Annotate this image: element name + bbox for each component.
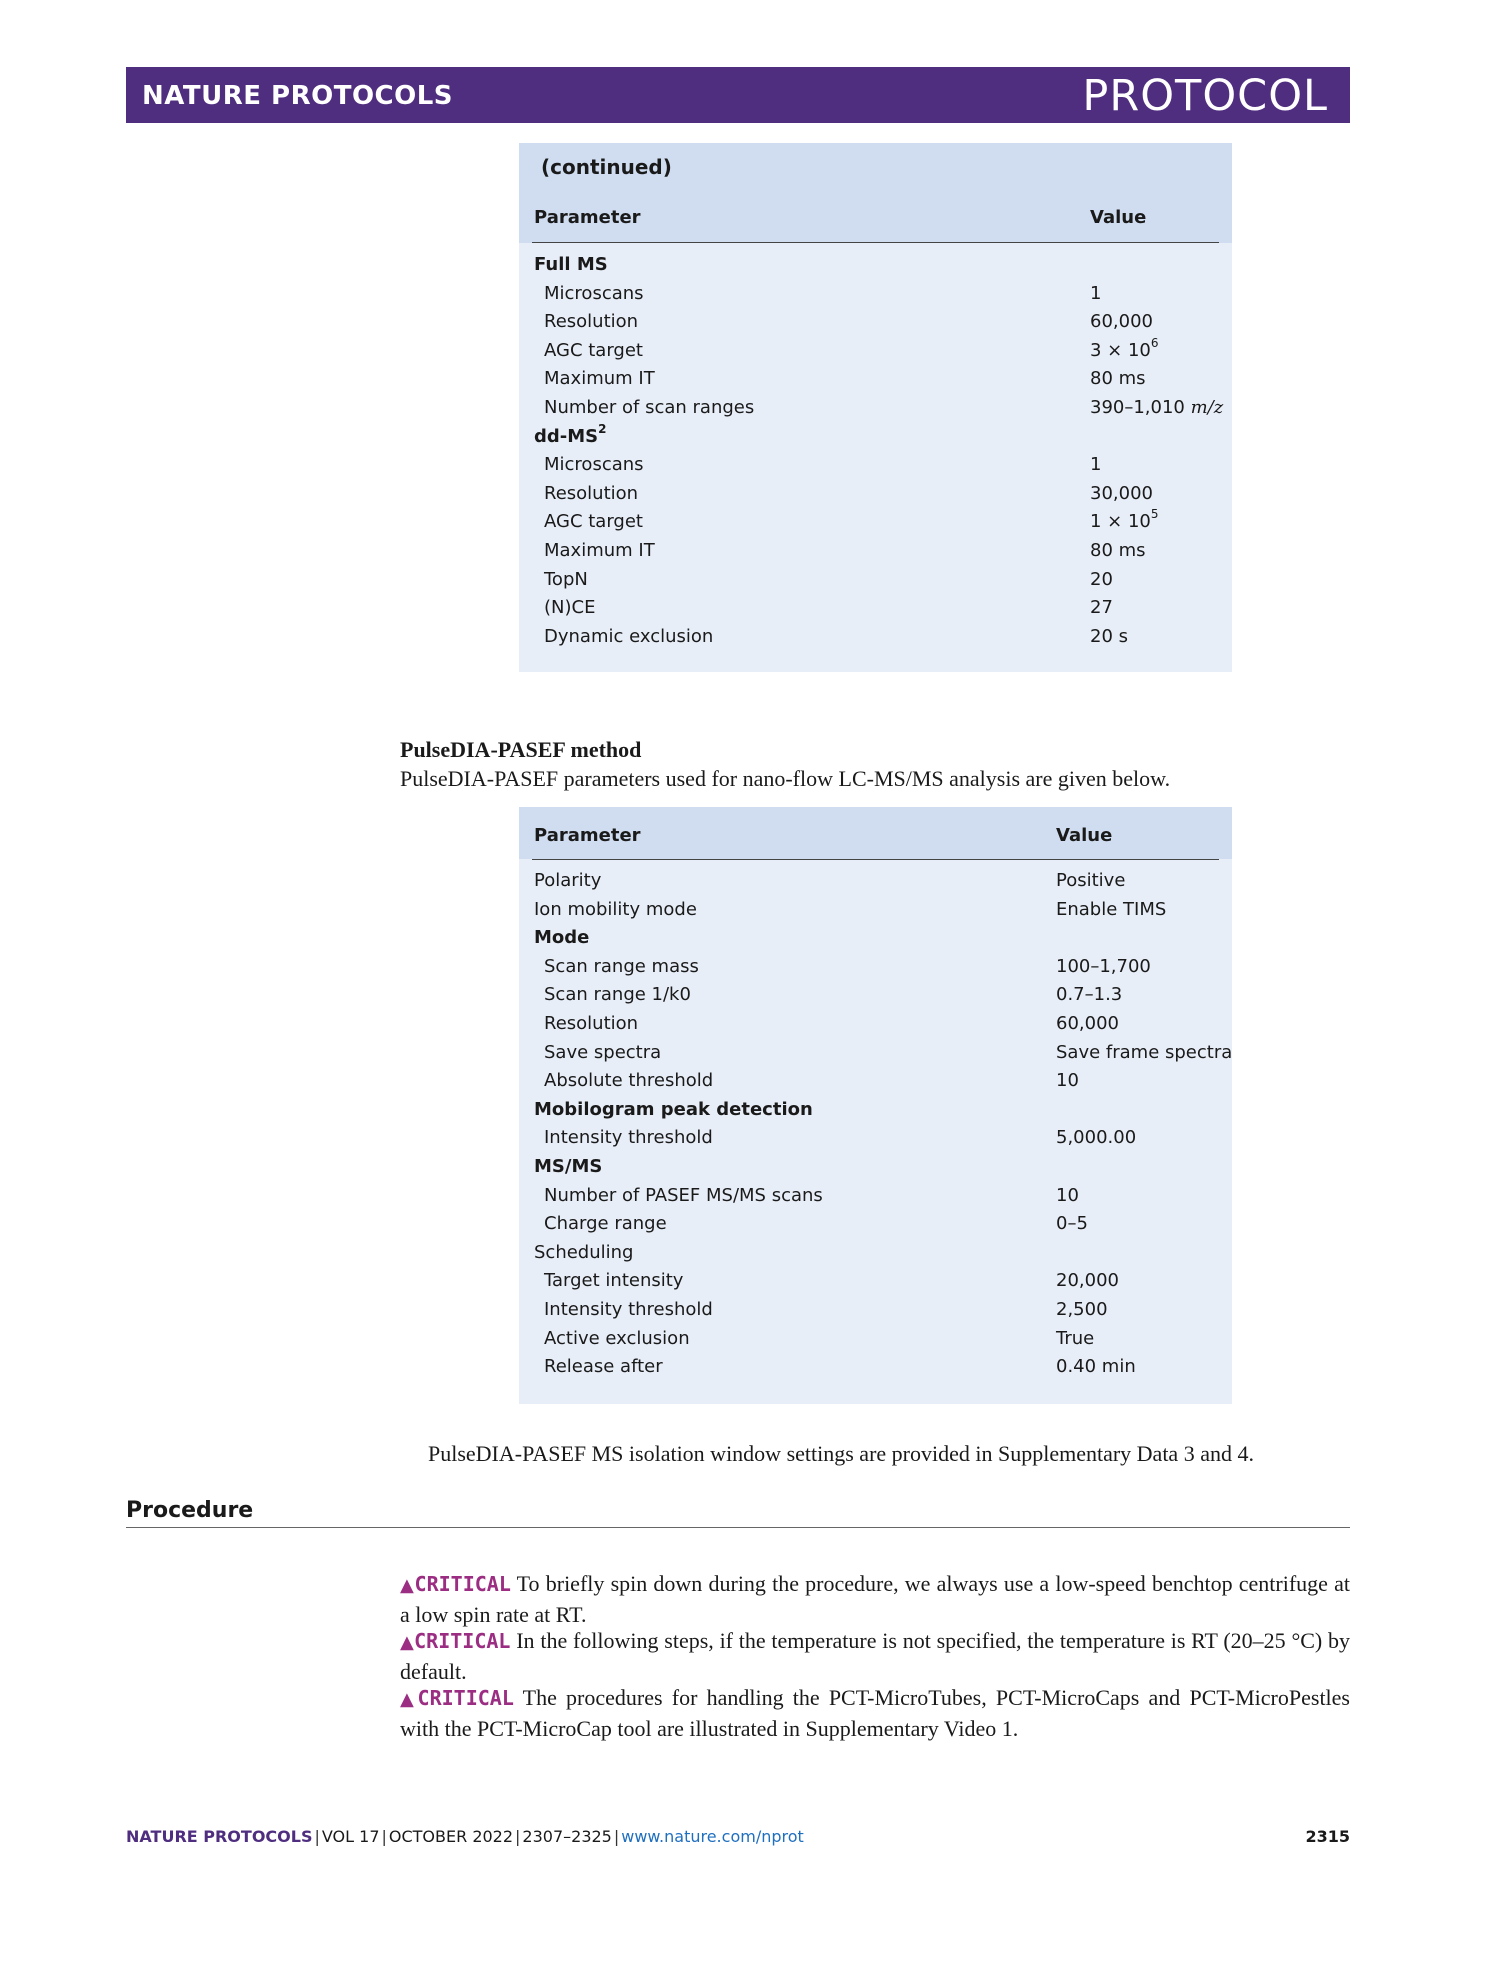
table-row [519,394,1232,423]
parameter-cell: TopN [544,568,588,590]
value-cell: Save frame spectra [1056,1041,1233,1063]
parameter-cell: Resolution [544,482,639,504]
ms-parameters-table-continued [519,143,1232,672]
value-cell: 80 ms [1090,368,1146,390]
pulsedia-pasef-table [519,807,1232,1404]
parameter-cell: Resolution [544,311,639,333]
parameter-cell: Maximum IT [544,539,655,561]
parameter-cell: AGC target [544,339,643,361]
parameter-cell: Mobilogram peak detection [534,1098,813,1120]
isolation-window-note: PulseDIA-PASEF MS isolation window settings are provided in Supplementary Data 3 and 4. [428,1441,1254,1466]
critical-tag: ▲CRITICAL [400,1629,511,1653]
continued-label: (continued) [541,155,672,179]
value-cell: 5,000.00 [1056,1127,1137,1149]
table-body [519,251,1232,651]
table-row [519,423,1232,452]
table-header [519,143,1232,243]
value-cell: 100–1,700 [1056,955,1151,977]
value-cell: 27 [1090,597,1113,619]
parameter-cell: Save spectra [544,1041,662,1063]
critical-note-text: To briefly spin down during the procedure, we always use a low-speed benchtop centrifuge at a low spin rate at RT. [400,1571,1351,1627]
critical-note-text: The procedures for handling the PCT-MicroTubes, PCT-MicroCaps and PCT-MicroPestles with the PCT-MicroCap tool are illustrated in Supplementary Video 1. [400,1685,1350,1741]
footer-citation: NATURE PROTOCOLS | VOL 17 | OCTOBER 2022 | 2307–2325 | www.nature.com/nprot [126,1827,804,1846]
table-row [519,480,1232,509]
critical-note [400,1627,1350,1686]
critical-note [400,1684,1350,1743]
col-header-value: Value [1056,825,1113,846]
value-cell: 20,000 [1056,1270,1119,1292]
parameter-cell: Charge range [544,1213,667,1235]
table-row [519,981,1232,1010]
value-cell: $1 \times 10^5$ [1090,507,1159,533]
procedure-rule [126,1527,1350,1528]
parameter-cell: Release after [544,1356,663,1378]
table-row [519,1353,1232,1382]
col-header-value: Value [1090,207,1147,228]
table-row [519,1210,1232,1239]
value-cell: 2,500 [1056,1298,1108,1320]
value-cell: 1 [1090,282,1102,304]
table-row [519,1039,1232,1068]
parameter-cell: Full MS [534,254,608,275]
value-cell: 1 [1090,454,1102,476]
table-body [519,867,1232,1382]
value-cell: $3 \times 10^6$ [1090,335,1159,361]
parameter-cell: Polarity [534,870,602,891]
parameter-cell: Ion mobility mode [534,898,697,920]
table-row [519,1239,1232,1268]
parameter-cell: Scheduling [534,1241,634,1263]
table-row [519,365,1232,394]
parameter-cell: Scan range mass [544,955,699,977]
table-row [519,594,1232,623]
parameter-cell: Microscans [544,454,644,476]
value-cell: Enable TIMS [1056,898,1167,920]
footer-pages: 2307–2325 [522,1827,612,1846]
parameter-cell: Dynamic exclusion [544,625,714,647]
value-cell: 10 [1056,1070,1079,1092]
table-row [519,623,1232,652]
table-row [519,280,1232,309]
parameter-cell: Number of PASEF MS/MS scans [544,1184,823,1206]
table-row [519,1267,1232,1296]
parameter-cell: $dd-MS^2$ [534,421,607,447]
page-number: 2315 [1305,1827,1350,1846]
parameter-cell: Target intensity [544,1270,684,1292]
parameter-cell: Scan range 1/k0 [544,984,691,1006]
header-rule [532,242,1219,243]
value-cell: 60,000 [1090,311,1153,333]
footer-volume: VOL 17 [321,1827,380,1846]
critical-note [400,1570,1350,1629]
value-cell: 60,000 [1056,1012,1119,1034]
parameter-cell: Mode [534,927,590,949]
table-row [519,251,1232,280]
procedure-heading: Procedure [126,1498,254,1523]
footer-url-link[interactable]: www.nature.com/nprot [621,1827,804,1846]
warning-triangle-icon: ▲ [400,1632,415,1653]
table-row [519,537,1232,566]
value-cell: 10 [1056,1184,1079,1206]
parameter-cell: Maximum IT [544,368,655,390]
col-header-parameter: Parameter [534,825,641,846]
table-row [519,451,1232,480]
warning-triangle-icon: ▲ [400,1689,418,1710]
parameter-cell: Active exclusion [544,1327,690,1349]
critical-tag: ▲CRITICAL [400,1686,514,1710]
value-cell: 0–5 [1056,1213,1088,1235]
value-cell: 20 [1090,568,1113,590]
table-header [519,807,1232,859]
table-row [519,1010,1232,1039]
footer-date: OCTOBER 2022 [388,1827,514,1846]
value-cell: 0.7–1.3 [1056,984,1123,1006]
value-cell: True [1056,1327,1095,1349]
table-row [519,953,1232,982]
table-row [519,1124,1232,1153]
footer-journal: NATURE PROTOCOLS [126,1827,313,1846]
parameter-cell: Number of scan ranges [544,396,755,418]
table-row [519,308,1232,337]
table-row [519,508,1232,537]
value-cell: 20 s [1090,625,1129,647]
parameter-cell: Intensity threshold [544,1298,713,1320]
journal-name: NATURE PROTOCOLS [142,81,454,111]
parameter-cell: MS/MS [534,1155,603,1177]
value-cell: 30,000 [1090,482,1153,504]
section-intro: PulseDIA-PASEF parameters used for nano-flow LC-MS/MS analysis are given below. [400,766,1171,791]
table-row [519,566,1232,595]
table-row [519,1096,1232,1125]
value-cell: Positive [1056,870,1126,891]
section-title: PulseDIA-PASEF method [400,737,642,762]
table-row [519,1153,1232,1182]
parameter-cell: (N)CE [544,597,596,619]
journal-banner [126,67,1350,123]
table-row [519,1182,1232,1211]
table-row [519,924,1232,953]
parameter-cell: AGC target [544,511,643,533]
value-cell: 0.40 min [1056,1356,1136,1378]
critical-note-text: In the following steps, if the temperature is not specified, the temperature is RT (20–25 °C) by default. [400,1628,1351,1684]
value-cell: 390–1,010 m/z [1090,396,1224,418]
table-row [519,337,1232,366]
parameter-cell: Absolute threshold [544,1070,714,1092]
table-row [519,867,1232,896]
warning-triangle-icon: ▲ [400,1575,415,1596]
parameter-cell: Intensity threshold [544,1127,713,1149]
col-header-parameter: Parameter [534,207,641,228]
table-row [519,896,1232,925]
parameter-cell: Microscans [544,282,644,304]
value-cell: 80 ms [1090,539,1146,561]
table-row [519,1325,1232,1354]
parameter-cell: Resolution [544,1012,639,1034]
article-type: PROTOCOL [1082,71,1328,121]
table-row [519,1067,1232,1096]
critical-tag: ▲CRITICAL [400,1572,511,1596]
table-row [519,1296,1232,1325]
header-rule [532,859,1219,860]
